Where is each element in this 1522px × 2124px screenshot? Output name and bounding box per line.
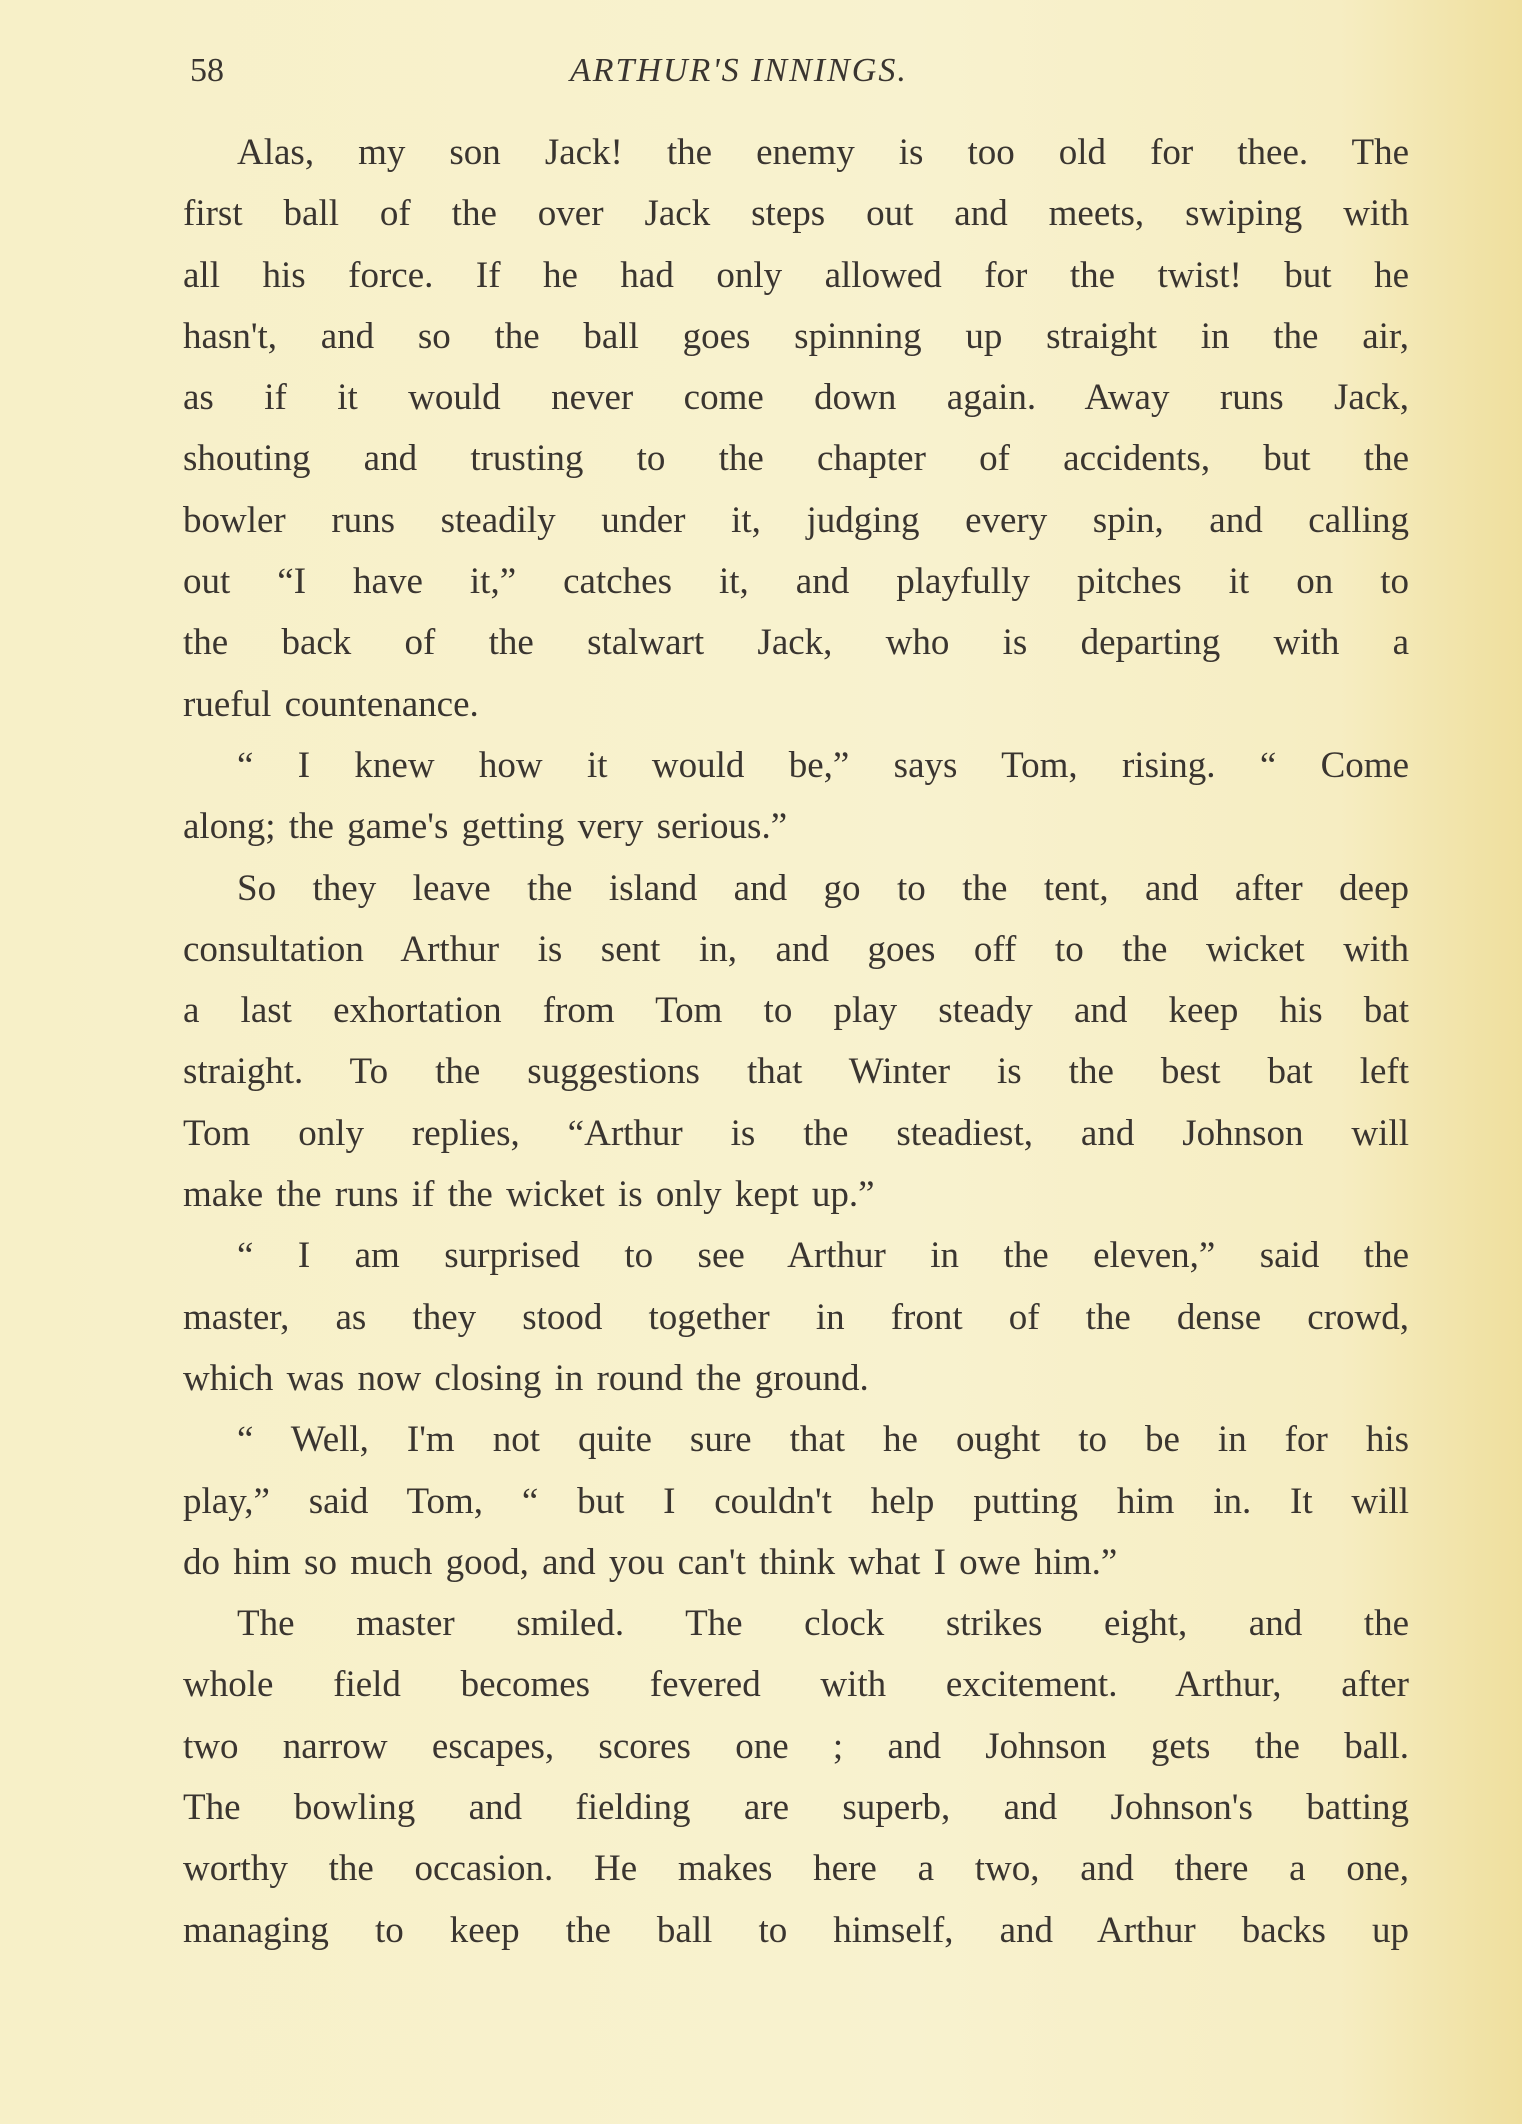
text-line: first ball of the over Jack steps out and meets, swiping with bbox=[183, 193, 1409, 235]
text-line: The bowling and fielding are superb, and Johnson's batting bbox=[183, 1787, 1409, 1829]
text-line: bowler runs steadily under it, judging every spin, and calling bbox=[183, 499, 1409, 541]
text-line: hasn't, and so the ball goes spinning up straight in the air, bbox=[183, 315, 1409, 357]
text-line: “ Well, I'm not quite sure that he ought to be in for his bbox=[237, 1419, 1409, 1461]
text-line: rueful countenance. bbox=[183, 683, 479, 725]
text-line: Tom only replies, “Arthur is the steadiest, and Johnson will bbox=[183, 1112, 1409, 1154]
text-line: The master smiled. The clock strikes eight, and the bbox=[237, 1603, 1409, 1645]
text-line: out “I have it,” catches it, and playfully pitches it on to bbox=[183, 561, 1409, 603]
text-line: So they leave the island and go to the tent, and after deep bbox=[237, 867, 1409, 909]
text-line: along; the game's getting very serious.” bbox=[183, 806, 788, 848]
text-line: do him so much good, and you can't think what I owe him.” bbox=[183, 1541, 1118, 1583]
running-title: ARTHUR'S INNINGS. bbox=[570, 52, 908, 89]
text-line: worthy the occasion. He makes here a two, and there a one, bbox=[183, 1848, 1409, 1890]
text-line: as if it would never come down again. Away runs Jack, bbox=[183, 377, 1409, 419]
text-line: all his force. If he had only allowed for the twist! but he bbox=[183, 254, 1409, 296]
text-line: straight. To the suggestions that Winter is the best bat left bbox=[183, 1051, 1409, 1093]
text-line: two narrow escapes, scores one ; and Johnson gets the ball. bbox=[183, 1725, 1409, 1767]
body-text bbox=[183, 122, 1409, 1961]
text-line: Alas, my son Jack! the enemy is too old for thee. The bbox=[237, 132, 1409, 173]
text-line: shouting and trusting to the chapter of accidents, but the bbox=[183, 438, 1409, 480]
text-line: make the runs if the wicket is only kept up.” bbox=[183, 1174, 875, 1216]
text-line: play,” said Tom, “ but I couldn't help putting him in. It will bbox=[183, 1480, 1409, 1522]
text-line: whole field becomes fevered with excitement. Arthur, after bbox=[183, 1664, 1409, 1706]
page-number: 58 bbox=[190, 52, 224, 89]
text-line: consultation Arthur is sent in, and goes off to the wicket with bbox=[183, 928, 1409, 970]
text-line: managing to keep the ball to himself, and Arthur backs up bbox=[183, 1909, 1409, 1951]
text-line: “ I am surprised to see Arthur in the eleven,” said the bbox=[237, 1235, 1409, 1277]
text-line: “ I knew how it would be,” says Tom, rising. “ Come bbox=[237, 744, 1409, 786]
text-line: the back of the stalwart Jack, who is departing with a bbox=[183, 622, 1409, 664]
running-header bbox=[190, 52, 1410, 92]
text-line: which was now closing in round the ground. bbox=[183, 1357, 869, 1399]
text-line: master, as they stood together in front of the dense crowd, bbox=[183, 1296, 1409, 1338]
text-line: a last exhortation from Tom to play steady and keep his bat bbox=[183, 990, 1409, 1032]
